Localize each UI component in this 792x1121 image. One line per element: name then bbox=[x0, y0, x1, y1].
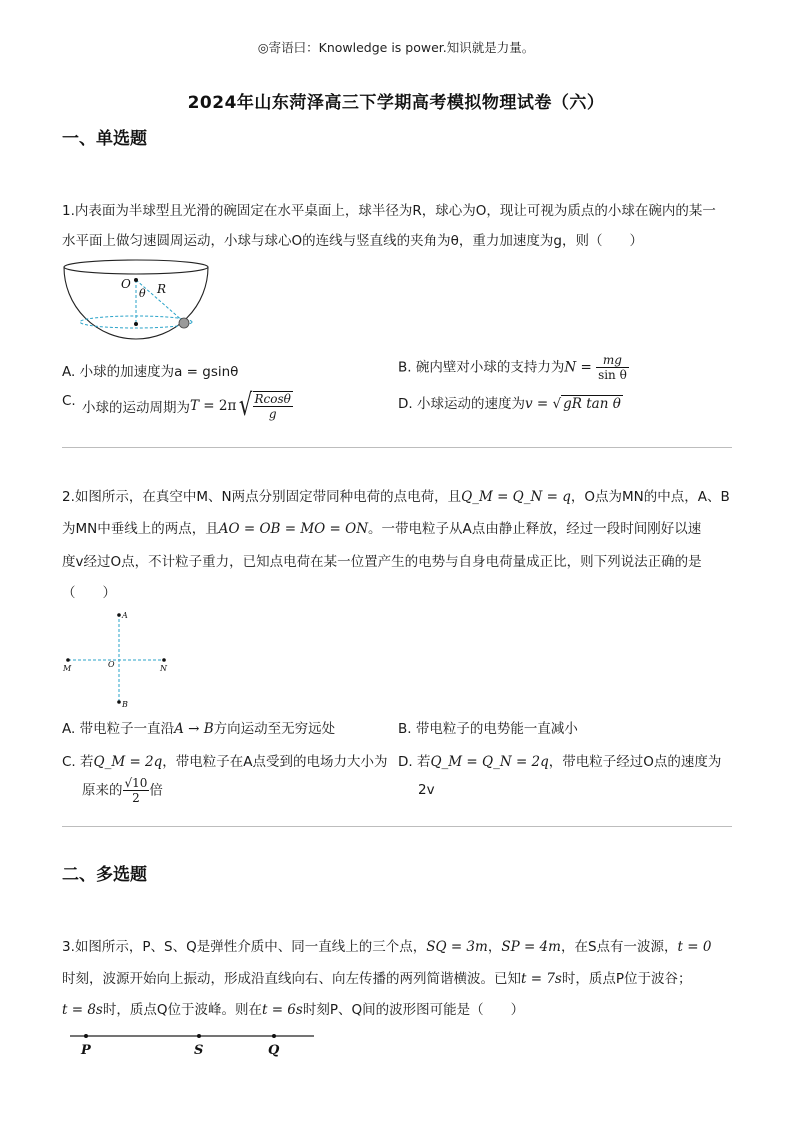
q1-fig-label-o: O bbox=[121, 277, 131, 291]
q1-stem-line1: 1.内表面为半球型且光滑的碗固定在水平桌面上，球半径为R，球心为O，现让可视为质点的小球在碗内的某一 bbox=[62, 203, 716, 219]
q1-option-d: D. 小球运动的速度为v = √ gR tan θ bbox=[398, 396, 621, 412]
q2-option-b: B. 带电粒子的电势能一直减小 bbox=[398, 721, 578, 737]
q2-fig-label-m: M bbox=[63, 664, 72, 673]
q2-option-c-line2: 原来的 $\frac{√10}{2}$ 倍 bbox=[82, 776, 163, 805]
section-heading-multi: 二、多选题 bbox=[62, 865, 147, 885]
q2-stem-line4: （ ） bbox=[62, 585, 116, 601]
q1-option-a: A. 小球的加速度为a = gsinθ bbox=[62, 364, 239, 380]
q1-option-b-text: B. 碗内壁对小球的支持力为 bbox=[398, 359, 565, 376]
q2-stem-line2: 为MN中垂线上的两点，且AO = OB = MO = ON。一带电粒子从A点由静止释放，经过一段时间刚好以速 bbox=[62, 521, 702, 537]
q1-option-b-fraction: $\frac{mg}{\text{sin θ}}$ bbox=[598, 353, 627, 382]
q2-fig-label-a: A bbox=[122, 611, 128, 620]
q3-fig-label-p: P bbox=[81, 1043, 91, 1058]
q2-option-a: A. 带电粒子一直沿A → B方向运动至无穷远处 bbox=[62, 721, 336, 737]
page-title: 2024年山东菏泽高三下学期高考模拟物理试卷（六） bbox=[187, 93, 605, 113]
q2-charges-figure bbox=[58, 606, 178, 710]
q1-stem-line2: 水平面上做匀速圆周运动，小球与球心O的连线与竖直线的夹角为θ，重力加速度为g，则（ ） bbox=[62, 233, 643, 249]
q2-fig-label-n: N bbox=[160, 664, 167, 673]
section-heading-single: 一、单选题 bbox=[62, 129, 147, 149]
q1-option-b-lhs: N bbox=[564, 359, 577, 376]
q1-fig-label-theta: θ bbox=[139, 287, 146, 300]
q2-fig-label-b: B bbox=[122, 700, 128, 709]
q2-stem-line1: 2.如图所示，在真空中M、N两点分别固定带同种电荷的点电荷，且Q_M = Q_N = q，O点为MN的中点，A、B bbox=[62, 489, 730, 505]
q3-stem-line3: t = 8s时，质点Q位于波峰。则在t = 6s时刻P、Q间的波形图可能是（ ） bbox=[62, 1002, 525, 1018]
divider bbox=[62, 447, 732, 448]
q1-fig-label-r: R bbox=[157, 282, 167, 296]
q3-stem-line1: 3.如图所示，P、S、Q是弹性介质中、同一直线上的三个点，SQ = 3m，SP = 4m，在S点有一波源，t = 0 bbox=[62, 939, 712, 955]
q1-option-c: 小球的运动周期为T = 2π√ $\frac{Rcos\theta}{g}$ bbox=[82, 388, 291, 423]
q1-option-c-label: C. bbox=[62, 393, 76, 409]
q3-stem-line2: 时刻，波源开始向上振动，形成沿直线向右、向左传播的两列简谐横波。已知t = 7s时，质点P位于波谷； bbox=[62, 971, 692, 987]
q3-line-figure bbox=[66, 1030, 318, 1060]
divider bbox=[62, 826, 732, 827]
q2-option-c-line1: C. 若Q_M = 2q，带电粒子在A点受到的电场力大小为 bbox=[62, 754, 388, 770]
q2-option-d-line1: D. 若Q_M = Q_N = 2q，带电粒子经过O点的速度为 bbox=[398, 754, 722, 770]
q2-option-c-fraction: $\frac{√10}{2}$ bbox=[124, 776, 148, 805]
q3-fig-label-q: Q bbox=[268, 1043, 280, 1058]
q2-fig-label-o: O bbox=[108, 660, 115, 669]
q1-bowl-figure bbox=[60, 258, 230, 348]
q1-option-c-fraction: $\frac{Rcos\theta}{g}$ bbox=[254, 392, 291, 421]
q1-option-b: B. 碗内壁对小球的支持力为N = $\frac{mg}{\text{sin θ}}$ bbox=[398, 353, 627, 382]
q2-option-d-line2: 2v bbox=[418, 782, 435, 798]
q3-fig-label-s: S bbox=[194, 1043, 204, 1058]
q1-option-c-text: 小球的运动周期为 bbox=[82, 400, 190, 416]
q2-stem-line3: 度v经过O点，不计粒子重力，已知点电荷在某一位置产生的电势与自身电荷量成正比，则下列说法正确的是 bbox=[62, 554, 702, 570]
q1-option-d-text: D. 小球运动的速度为 bbox=[398, 396, 525, 412]
motto: ◎寄语曰：Knowledge is power.知识就是力量。 bbox=[257, 40, 535, 55]
